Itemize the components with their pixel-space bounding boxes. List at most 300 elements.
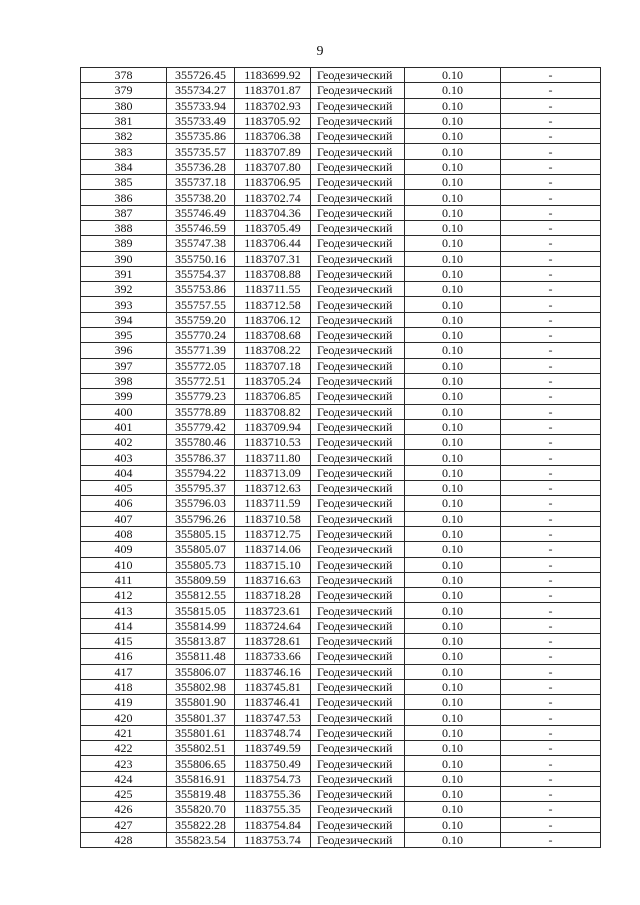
method-cell: Геодезический	[311, 710, 405, 725]
x-coordinate-cell: 355794.22	[167, 465, 235, 480]
method-cell: Геодезический	[311, 282, 405, 297]
point-number-cell: 415	[81, 633, 167, 648]
method-cell: Геодезический	[311, 373, 405, 388]
table-row	[81, 450, 601, 465]
note-cell: -	[501, 633, 601, 648]
accuracy-cell: 0.10	[405, 511, 501, 526]
y-coordinate-cell: 1183747.53	[235, 710, 311, 725]
accuracy-cell: 0.10	[405, 465, 501, 480]
x-coordinate-cell: 355757.55	[167, 297, 235, 312]
table-row	[81, 786, 601, 801]
note-cell: -	[501, 389, 601, 404]
method-cell: Геодезический	[311, 526, 405, 541]
method-cell: Геодезический	[311, 113, 405, 128]
table-row	[81, 771, 601, 786]
x-coordinate-cell: 355778.89	[167, 404, 235, 419]
x-coordinate-cell: 355759.20	[167, 312, 235, 327]
table-row	[81, 679, 601, 694]
point-number-cell: 399	[81, 389, 167, 404]
accuracy-cell: 0.10	[405, 725, 501, 740]
method-cell: Геодезический	[311, 817, 405, 832]
accuracy-cell: 0.10	[405, 496, 501, 511]
point-number-cell: 416	[81, 649, 167, 664]
point-number-cell: 405	[81, 481, 167, 496]
method-cell: Геодезический	[311, 741, 405, 756]
accuracy-cell: 0.10	[405, 113, 501, 128]
method-cell: Геодезический	[311, 725, 405, 740]
note-cell: -	[501, 312, 601, 327]
point-number-cell: 387	[81, 205, 167, 220]
method-cell: Геодезический	[311, 603, 405, 618]
y-coordinate-cell: 1183702.93	[235, 98, 311, 113]
note-cell: -	[501, 572, 601, 587]
table-row	[81, 251, 601, 266]
x-coordinate-cell: 355822.28	[167, 817, 235, 832]
table-row	[81, 266, 601, 281]
accuracy-cell: 0.10	[405, 312, 501, 327]
note-cell: -	[501, 618, 601, 633]
x-coordinate-cell: 355746.49	[167, 205, 235, 220]
y-coordinate-cell: 1183749.59	[235, 741, 311, 756]
method-cell: Геодезический	[311, 343, 405, 358]
point-number-cell: 382	[81, 129, 167, 144]
table-row	[81, 175, 601, 190]
table-row	[81, 603, 601, 618]
coordinates-table-body	[81, 68, 601, 848]
accuracy-cell: 0.10	[405, 756, 501, 771]
point-number-cell: 403	[81, 450, 167, 465]
y-coordinate-cell: 1183708.22	[235, 343, 311, 358]
table-row	[81, 557, 601, 572]
point-number-cell: 394	[81, 312, 167, 327]
note-cell: -	[501, 220, 601, 235]
x-coordinate-cell: 355770.24	[167, 328, 235, 343]
note-cell: -	[501, 649, 601, 664]
y-coordinate-cell: 1183706.95	[235, 175, 311, 190]
point-number-cell: 409	[81, 542, 167, 557]
x-coordinate-cell: 355746.59	[167, 220, 235, 235]
point-number-cell: 401	[81, 419, 167, 434]
accuracy-cell: 0.10	[405, 572, 501, 587]
note-cell: -	[501, 129, 601, 144]
note-cell: -	[501, 802, 601, 817]
point-number-cell: 408	[81, 526, 167, 541]
y-coordinate-cell: 1183718.28	[235, 588, 311, 603]
x-coordinate-cell: 355801.90	[167, 695, 235, 710]
point-number-cell: 402	[81, 435, 167, 450]
note-cell: -	[501, 664, 601, 679]
note-cell: -	[501, 98, 601, 113]
accuracy-cell: 0.10	[405, 129, 501, 144]
note-cell: -	[501, 343, 601, 358]
table-row	[81, 618, 601, 633]
point-number-cell: 423	[81, 756, 167, 771]
point-number-cell: 378	[81, 68, 167, 83]
x-coordinate-cell: 355734.27	[167, 83, 235, 98]
x-coordinate-cell: 355802.98	[167, 679, 235, 694]
point-number-cell: 425	[81, 786, 167, 801]
point-number-cell: 407	[81, 511, 167, 526]
method-cell: Геодезический	[311, 496, 405, 511]
x-coordinate-cell: 355772.51	[167, 373, 235, 388]
table-row	[81, 404, 601, 419]
point-number-cell: 426	[81, 802, 167, 817]
x-coordinate-cell: 355811.48	[167, 649, 235, 664]
point-number-cell: 427	[81, 817, 167, 832]
y-coordinate-cell: 1183699.92	[235, 68, 311, 83]
point-number-cell: 385	[81, 175, 167, 190]
y-coordinate-cell: 1183702.74	[235, 190, 311, 205]
table-row	[81, 817, 601, 832]
note-cell: -	[501, 695, 601, 710]
accuracy-cell: 0.10	[405, 664, 501, 679]
point-number-cell: 383	[81, 144, 167, 159]
accuracy-cell: 0.10	[405, 481, 501, 496]
table-row	[81, 832, 601, 847]
method-cell: Геодезический	[311, 633, 405, 648]
y-coordinate-cell: 1183754.84	[235, 817, 311, 832]
x-coordinate-cell: 355814.99	[167, 618, 235, 633]
method-cell: Геодезический	[311, 465, 405, 480]
table-row	[81, 419, 601, 434]
point-number-cell: 393	[81, 297, 167, 312]
x-coordinate-cell: 355735.86	[167, 129, 235, 144]
table-row	[81, 664, 601, 679]
method-cell: Геодезический	[311, 649, 405, 664]
y-coordinate-cell: 1183707.89	[235, 144, 311, 159]
y-coordinate-cell: 1183710.53	[235, 435, 311, 450]
accuracy-cell: 0.10	[405, 373, 501, 388]
point-number-cell: 422	[81, 741, 167, 756]
note-cell: -	[501, 205, 601, 220]
table-row	[81, 526, 601, 541]
y-coordinate-cell: 1183705.49	[235, 220, 311, 235]
x-coordinate-cell: 355801.37	[167, 710, 235, 725]
y-coordinate-cell: 1183746.16	[235, 664, 311, 679]
accuracy-cell: 0.10	[405, 542, 501, 557]
table-row	[81, 389, 601, 404]
note-cell: -	[501, 756, 601, 771]
table-row	[81, 113, 601, 128]
accuracy-cell: 0.10	[405, 710, 501, 725]
note-cell: -	[501, 465, 601, 480]
table-row	[81, 588, 601, 603]
note-cell: -	[501, 404, 601, 419]
table-row	[81, 98, 601, 113]
y-coordinate-cell: 1183708.82	[235, 404, 311, 419]
method-cell: Геодезический	[311, 144, 405, 159]
table-row	[81, 328, 601, 343]
note-cell: -	[501, 328, 601, 343]
accuracy-cell: 0.10	[405, 649, 501, 664]
point-number-cell: 421	[81, 725, 167, 740]
point-number-cell: 392	[81, 282, 167, 297]
table-row	[81, 373, 601, 388]
note-cell: -	[501, 144, 601, 159]
method-cell: Геодезический	[311, 481, 405, 496]
note-cell: -	[501, 236, 601, 251]
note-cell: -	[501, 190, 601, 205]
x-coordinate-cell: 355779.23	[167, 389, 235, 404]
method-cell: Геодезический	[311, 68, 405, 83]
y-coordinate-cell: 1183707.31	[235, 251, 311, 266]
x-coordinate-cell: 355772.05	[167, 358, 235, 373]
table-row	[81, 220, 601, 235]
accuracy-cell: 0.10	[405, 297, 501, 312]
accuracy-cell: 0.10	[405, 282, 501, 297]
table-row	[81, 542, 601, 557]
method-cell: Геодезический	[311, 312, 405, 327]
method-cell: Геодезический	[311, 435, 405, 450]
accuracy-cell: 0.10	[405, 190, 501, 205]
method-cell: Геодезический	[311, 557, 405, 572]
y-coordinate-cell: 1183706.44	[235, 236, 311, 251]
table-row	[81, 756, 601, 771]
y-coordinate-cell: 1183750.49	[235, 756, 311, 771]
y-coordinate-cell: 1183711.59	[235, 496, 311, 511]
note-cell: -	[501, 526, 601, 541]
method-cell: Геодезический	[311, 175, 405, 190]
note-cell: -	[501, 282, 601, 297]
table-row	[81, 741, 601, 756]
accuracy-cell: 0.10	[405, 526, 501, 541]
table-row	[81, 159, 601, 174]
accuracy-cell: 0.10	[405, 83, 501, 98]
accuracy-cell: 0.10	[405, 251, 501, 266]
point-number-cell: 400	[81, 404, 167, 419]
accuracy-cell: 0.10	[405, 68, 501, 83]
note-cell: -	[501, 175, 601, 190]
accuracy-cell: 0.10	[405, 175, 501, 190]
method-cell: Геодезический	[311, 220, 405, 235]
table-row	[81, 144, 601, 159]
accuracy-cell: 0.10	[405, 328, 501, 343]
note-cell: -	[501, 373, 601, 388]
method-cell: Геодезический	[311, 664, 405, 679]
y-coordinate-cell: 1183710.58	[235, 511, 311, 526]
point-number-cell: 398	[81, 373, 167, 388]
x-coordinate-cell: 355726.45	[167, 68, 235, 83]
accuracy-cell: 0.10	[405, 159, 501, 174]
note-cell: -	[501, 68, 601, 83]
point-number-cell: 396	[81, 343, 167, 358]
y-coordinate-cell: 1183708.68	[235, 328, 311, 343]
y-coordinate-cell: 1183706.38	[235, 129, 311, 144]
point-number-cell: 384	[81, 159, 167, 174]
note-cell: -	[501, 297, 601, 312]
y-coordinate-cell: 1183705.92	[235, 113, 311, 128]
note-cell: -	[501, 113, 601, 128]
x-coordinate-cell: 355802.51	[167, 741, 235, 756]
point-number-cell: 388	[81, 220, 167, 235]
accuracy-cell: 0.10	[405, 603, 501, 618]
table-row	[81, 465, 601, 480]
method-cell: Геодезический	[311, 771, 405, 786]
point-number-cell: 428	[81, 832, 167, 847]
point-number-cell: 380	[81, 98, 167, 113]
table-row	[81, 481, 601, 496]
note-cell: -	[501, 588, 601, 603]
table-row	[81, 312, 601, 327]
y-coordinate-cell: 1183709.94	[235, 419, 311, 434]
method-cell: Геодезический	[311, 190, 405, 205]
point-number-cell: 390	[81, 251, 167, 266]
x-coordinate-cell: 355738.20	[167, 190, 235, 205]
y-coordinate-cell: 1183708.88	[235, 266, 311, 281]
point-number-cell: 411	[81, 572, 167, 587]
point-number-cell: 410	[81, 557, 167, 572]
y-coordinate-cell: 1183713.09	[235, 465, 311, 480]
y-coordinate-cell: 1183705.24	[235, 373, 311, 388]
accuracy-cell: 0.10	[405, 404, 501, 419]
method-cell: Геодезический	[311, 802, 405, 817]
method-cell: Геодезический	[311, 98, 405, 113]
method-cell: Геодезический	[311, 251, 405, 266]
x-coordinate-cell: 355754.37	[167, 266, 235, 281]
accuracy-cell: 0.10	[405, 266, 501, 281]
point-number-cell: 424	[81, 771, 167, 786]
note-cell: -	[501, 603, 601, 618]
accuracy-cell: 0.10	[405, 817, 501, 832]
point-number-cell: 389	[81, 236, 167, 251]
method-cell: Геодезический	[311, 328, 405, 343]
x-coordinate-cell: 355820.70	[167, 802, 235, 817]
y-coordinate-cell: 1183707.18	[235, 358, 311, 373]
y-coordinate-cell: 1183712.58	[235, 297, 311, 312]
method-cell: Геодезический	[311, 419, 405, 434]
point-number-cell: 406	[81, 496, 167, 511]
point-number-cell: 412	[81, 588, 167, 603]
accuracy-cell: 0.10	[405, 343, 501, 358]
method-cell: Геодезический	[311, 695, 405, 710]
x-coordinate-cell: 355737.18	[167, 175, 235, 190]
note-cell: -	[501, 358, 601, 373]
x-coordinate-cell: 355747.38	[167, 236, 235, 251]
x-coordinate-cell: 355801.61	[167, 725, 235, 740]
note-cell: -	[501, 817, 601, 832]
table-row	[81, 649, 601, 664]
note-cell: -	[501, 771, 601, 786]
y-coordinate-cell: 1183701.87	[235, 83, 311, 98]
point-number-cell: 413	[81, 603, 167, 618]
accuracy-cell: 0.10	[405, 633, 501, 648]
accuracy-cell: 0.10	[405, 450, 501, 465]
point-number-cell: 419	[81, 695, 167, 710]
x-coordinate-cell: 355806.65	[167, 756, 235, 771]
table-row	[81, 511, 601, 526]
y-coordinate-cell: 1183711.55	[235, 282, 311, 297]
table-row	[81, 282, 601, 297]
note-cell: -	[501, 542, 601, 557]
x-coordinate-cell: 355816.91	[167, 771, 235, 786]
y-coordinate-cell: 1183728.61	[235, 633, 311, 648]
accuracy-cell: 0.10	[405, 419, 501, 434]
method-cell: Геодезический	[311, 83, 405, 98]
point-number-cell: 379	[81, 83, 167, 98]
table-row	[81, 725, 601, 740]
method-cell: Геодезический	[311, 572, 405, 587]
method-cell: Геодезический	[311, 588, 405, 603]
y-coordinate-cell: 1183716.63	[235, 572, 311, 587]
note-cell: -	[501, 725, 601, 740]
method-cell: Геодезический	[311, 404, 405, 419]
table-row	[81, 435, 601, 450]
accuracy-cell: 0.10	[405, 435, 501, 450]
accuracy-cell: 0.10	[405, 832, 501, 847]
accuracy-cell: 0.10	[405, 236, 501, 251]
x-coordinate-cell: 355733.49	[167, 113, 235, 128]
table-row	[81, 190, 601, 205]
x-coordinate-cell: 355813.87	[167, 633, 235, 648]
table-row	[81, 236, 601, 251]
method-cell: Геодезический	[311, 786, 405, 801]
method-cell: Геодезический	[311, 450, 405, 465]
coordinates-table	[80, 67, 601, 848]
x-coordinate-cell: 355786.37	[167, 450, 235, 465]
y-coordinate-cell: 1183723.61	[235, 603, 311, 618]
x-coordinate-cell: 355823.54	[167, 832, 235, 847]
table-row	[81, 695, 601, 710]
method-cell: Геодезический	[311, 832, 405, 847]
x-coordinate-cell: 355750.16	[167, 251, 235, 266]
x-coordinate-cell: 355779.42	[167, 419, 235, 434]
note-cell: -	[501, 435, 601, 450]
note-cell: -	[501, 511, 601, 526]
y-coordinate-cell: 1183733.66	[235, 649, 311, 664]
table-row	[81, 68, 601, 83]
x-coordinate-cell: 355736.28	[167, 159, 235, 174]
x-coordinate-cell: 355753.86	[167, 282, 235, 297]
y-coordinate-cell: 1183715.10	[235, 557, 311, 572]
x-coordinate-cell: 355809.59	[167, 572, 235, 587]
accuracy-cell: 0.10	[405, 98, 501, 113]
x-coordinate-cell: 355796.03	[167, 496, 235, 511]
note-cell: -	[501, 251, 601, 266]
accuracy-cell: 0.10	[405, 205, 501, 220]
table-row	[81, 297, 601, 312]
x-coordinate-cell: 355733.94	[167, 98, 235, 113]
method-cell: Геодезический	[311, 679, 405, 694]
table-row	[81, 129, 601, 144]
point-number-cell: 417	[81, 664, 167, 679]
table-row	[81, 496, 601, 511]
note-cell: -	[501, 741, 601, 756]
table-row	[81, 802, 601, 817]
method-cell: Геодезический	[311, 159, 405, 174]
y-coordinate-cell: 1183711.80	[235, 450, 311, 465]
y-coordinate-cell: 1183707.80	[235, 159, 311, 174]
accuracy-cell: 0.10	[405, 802, 501, 817]
y-coordinate-cell: 1183755.35	[235, 802, 311, 817]
point-number-cell: 381	[81, 113, 167, 128]
method-cell: Геодезический	[311, 129, 405, 144]
point-number-cell: 418	[81, 679, 167, 694]
note-cell: -	[501, 159, 601, 174]
note-cell: -	[501, 710, 601, 725]
note-cell: -	[501, 481, 601, 496]
x-coordinate-cell: 355771.39	[167, 343, 235, 358]
y-coordinate-cell: 1183745.81	[235, 679, 311, 694]
point-number-cell: 404	[81, 465, 167, 480]
x-coordinate-cell: 355796.26	[167, 511, 235, 526]
y-coordinate-cell: 1183712.63	[235, 481, 311, 496]
accuracy-cell: 0.10	[405, 220, 501, 235]
x-coordinate-cell: 355819.48	[167, 786, 235, 801]
note-cell: -	[501, 832, 601, 847]
note-cell: -	[501, 557, 601, 572]
method-cell: Геодезический	[311, 266, 405, 281]
page-number: 9	[316, 44, 324, 59]
